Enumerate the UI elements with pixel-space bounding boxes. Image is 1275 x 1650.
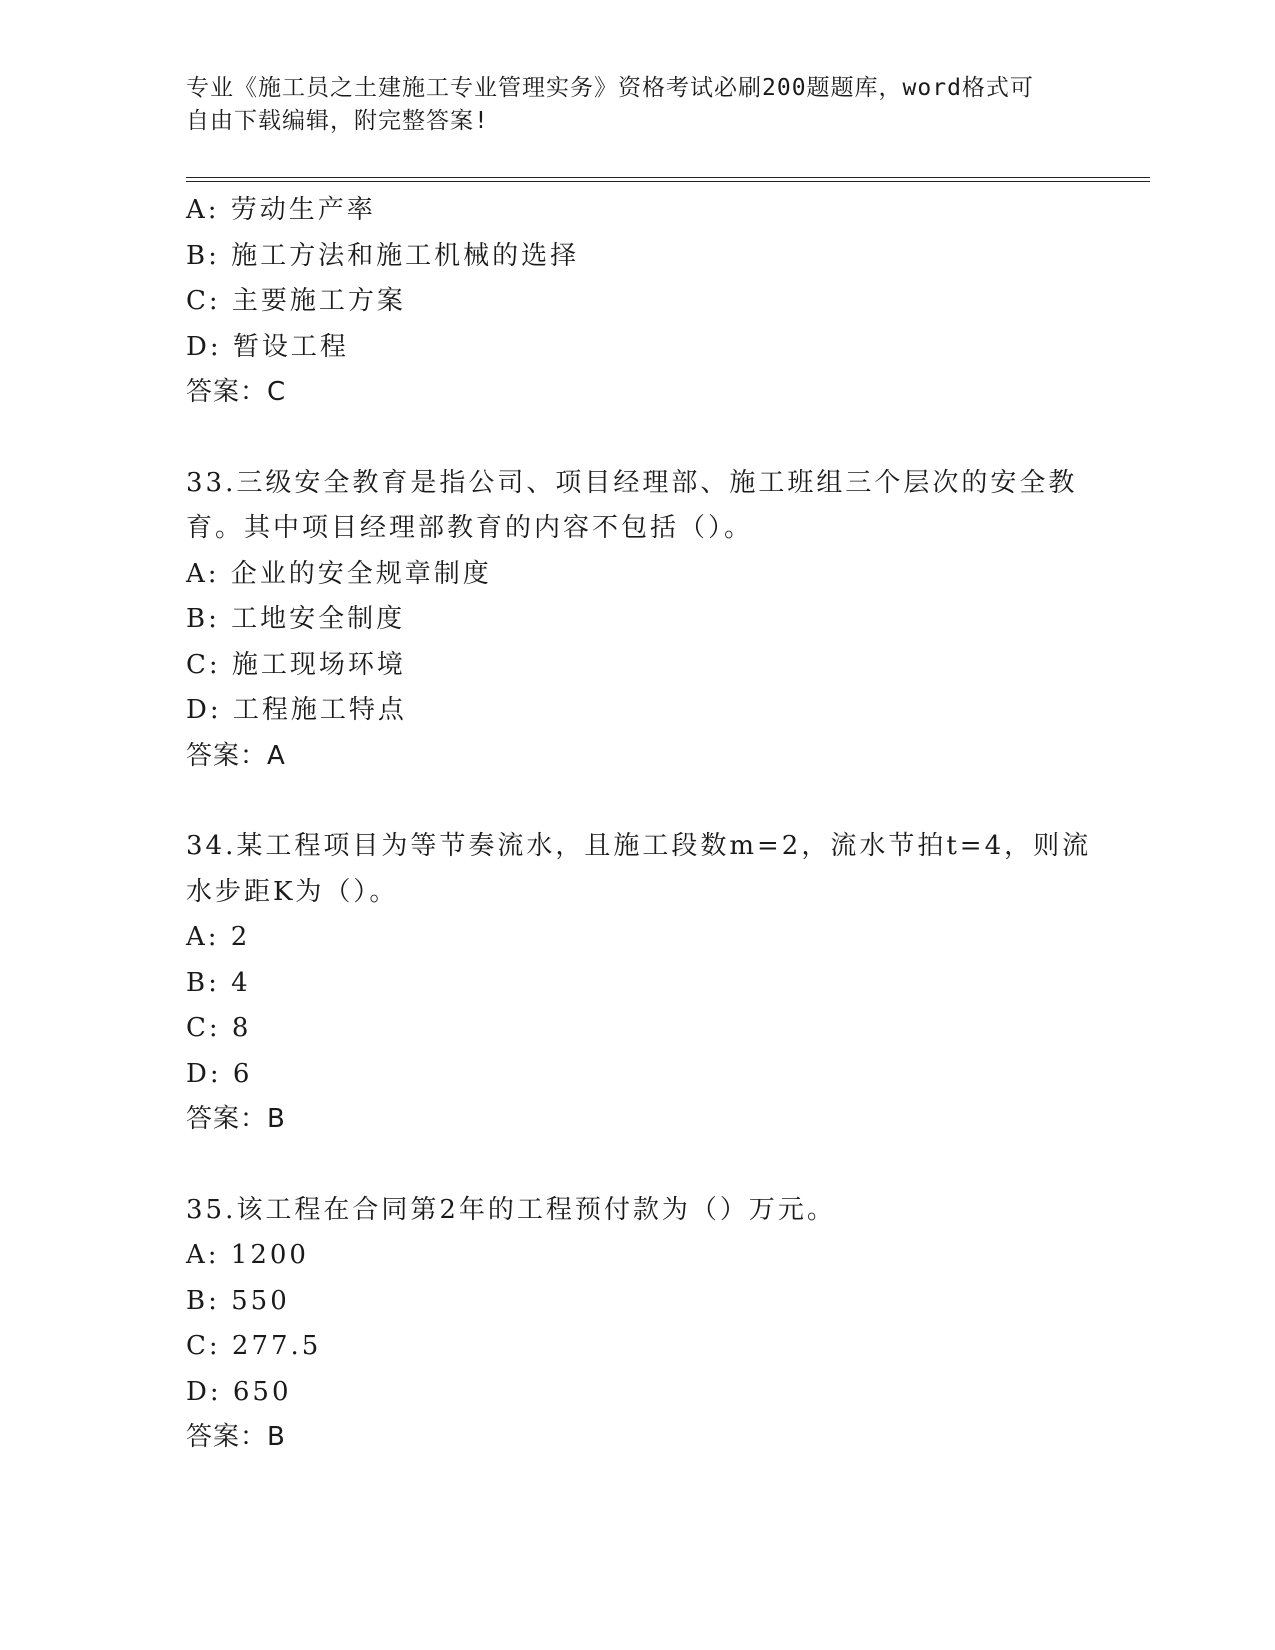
header-line-2: 自由下载编辑，附完整答案!: [186, 108, 489, 134]
question-text-line: 35.该工程在合同第2年的工程预付款为（）万元。: [186, 1194, 836, 1225]
option-d: D: 暂设工程: [186, 331, 349, 362]
option-d: D: 工程施工特点: [186, 695, 407, 725]
question-block: [186, 1188, 1146, 1461]
document-header: [186, 72, 1086, 138]
answer: 答案：B: [186, 1422, 286, 1452]
answer: 答案：C: [186, 377, 287, 407]
question-text-line: 育。其中项目经理部教育的内容不包括（）。: [186, 513, 754, 543]
option-a: A: 1200: [186, 1240, 309, 1270]
block-gap: [186, 779, 1146, 824]
question-text-line: 33.三级安全教育是指公司、项目经理部、施工班组三个层次的安全教: [186, 467, 1078, 498]
option-d: D: 6: [186, 1058, 253, 1089]
question-block: [186, 461, 1146, 780]
option-d: D: 650: [186, 1376, 292, 1407]
header-line-1: 专业《施工员之土建施工专业管理实务》资格考试必刷200题题库，word格式可: [186, 75, 1034, 101]
option-c: C: 8: [186, 1013, 252, 1043]
header-rule-bottom: [186, 181, 1150, 182]
question-text-line: 水步距K为（）。: [186, 876, 399, 907]
question-block: [186, 188, 1146, 416]
block-gap: [186, 416, 1146, 461]
option-c: C: 主要施工方案: [186, 286, 406, 316]
option-a: A: 劳动生产率: [186, 195, 376, 225]
option-a: A: 企业的安全规章制度: [186, 558, 492, 589]
option-b: B: 工地安全制度: [186, 604, 406, 634]
option-c: C: 277.5: [186, 1331, 322, 1361]
answer: 答案：B: [186, 1104, 286, 1134]
answer: 答案：A: [186, 740, 286, 771]
option-b: B: 4: [186, 967, 251, 998]
question-block: [186, 824, 1146, 1143]
header-rule-top: [186, 177, 1150, 178]
block-gap: [186, 1143, 1146, 1188]
option-b: B: 550: [186, 1285, 290, 1316]
option-c: C: 施工现场环境: [186, 649, 406, 680]
question-list: [186, 188, 1146, 1461]
option-b: B: 施工方法和施工机械的选择: [186, 240, 580, 271]
question-text-line: 34.某工程项目为等节奏流水，且施工段数m=2，流水节拍t=4，则流: [186, 831, 1092, 861]
option-a: A: 2: [186, 922, 251, 952]
